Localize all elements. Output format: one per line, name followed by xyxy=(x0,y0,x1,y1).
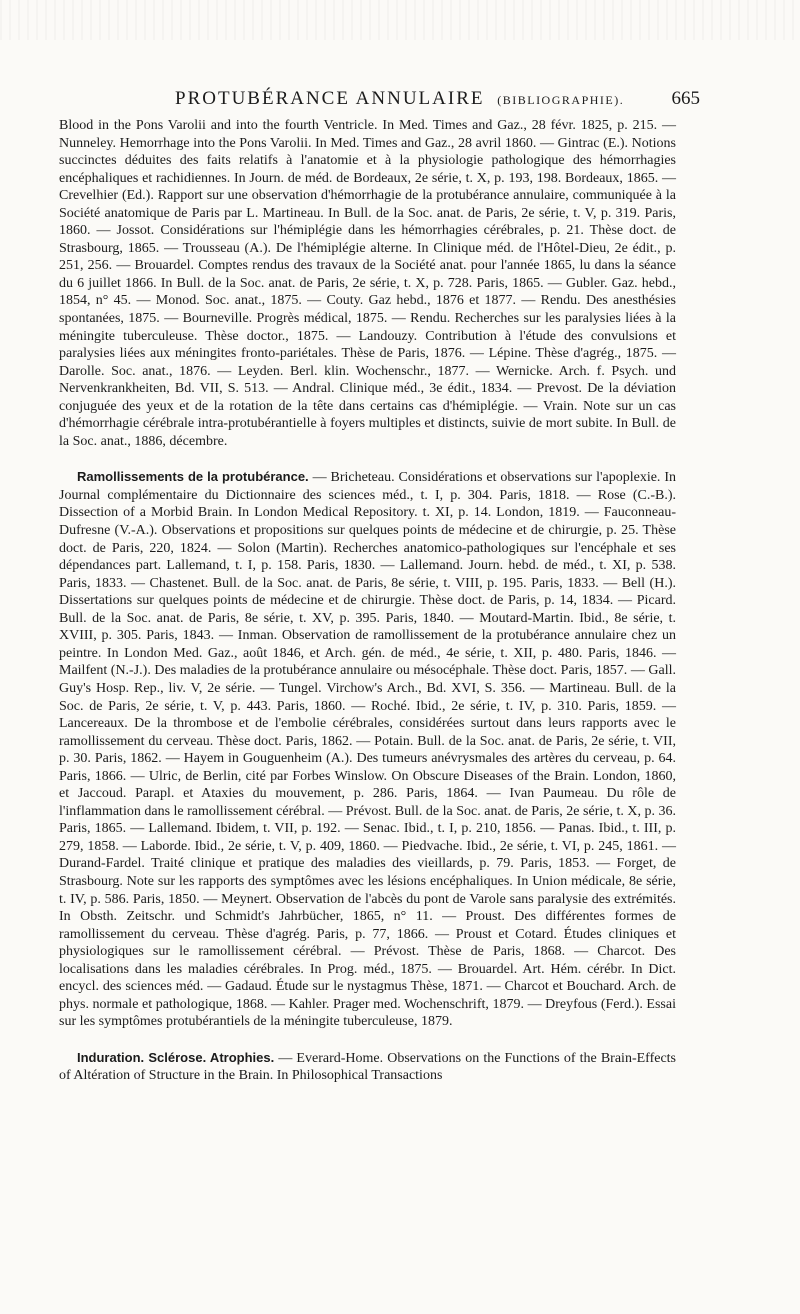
bibliography-paragraph-hemorrhage xyxy=(59,117,676,450)
paragraph-text: Blood in the Pons Varolii and into the fourth Ventricle. In Med. Times and Gaz., 28 févr. 1825, p. 215. — Nunneley. Hemorrhage into the Pons Varolii. In Med. Times and Gaz., 28 avril 1860. — Gintrac (E.). Notions succinctes déduites des faits relatifs à l'anatomie et à la physiologie pathologique des hémorrhagies encéphaliques et rachidiennes. In Journ. de méd. de Bordeaux, 2e série, t. X, p. 193, 198. Bordeaux, 1865. — Crevelhier (Ed.). Rapport sur une observation d'hémorrhagie de la protubérance annulaire, communiquée à la Société anatomique de Paris par L. Martineau. In Bull. de la Soc. anat. de Paris, 2e série, t. V, p. 319. Paris, 1860. — Jossot. Considérations sur l'hémiplégie dans les hémorrhagies cérébrales, p. 21. Thèse doct. de Strasbourg, 1865. — Trousseau (A.). De l'hémiplégie alterne. In Clinique méd. de l'Hôtel-Dieu, 2e édit., p. 251, 256. — Brouardel. Comptes rendus des travaux de la Société anat. pour l'année 1865, lu dans la séance du 6 juillet 1866. In Bull. de la Soc. anat. de Paris, 2e série, t. X, p. 728. Paris, 1865. — Gubler. Gaz. hebd., 1854, n° 45. — Monod. Soc. anat., 1875. — Couty. Gaz hebd., 1876 et 1877. — Rendu. Des anesthésies spontanées, 1875. — Bourneville. Progrès médical, 1875. — Rendu. Recherches sur les paralysies liées à la méningite tuberculeuse. Thèse doctor., 1875. — Landouzy. Contribution à l'étude des convulsions et paralysies liées aux méningites fronto-pariétales. Thèse de Paris, 1876. — Lépine. Thèse d'agrég., 1875. — Darolle. Soc. anat., 1876. — Leyden. Berl. klin. Wochenschr., 1877. — Wernicke. Arch. f. Psych. und Nervenkrankheiten, Bd. VII, S. 513. — Andral. Clinique méd., 3e édit., 1834. — Prevost. De la déviation conjuguée des yeux et de la rotation de la tête dans certains cas d'hémiplégie. — Vrain. Note sur un cas d'hémorrhagie cérébrale intra-protubérantielle à foyers multiples et distincts, suivie de mort subite. In Bull. de la Soc. anat., 1886, décembre. xyxy=(59,118,676,449)
section-heading: Ramollissements de la protubérance. xyxy=(77,469,309,485)
running-title-subtitle: (BIBLIOGRAPHIE). xyxy=(497,93,625,107)
running-title-text: PROTUBÉRANCE ANNULAIRE xyxy=(175,88,485,109)
paragraph-text: — Bricheteau. Considérations et observations sur l'apoplexie. In Journal complémentaire du Dictionnaire des sciences méd., t. I, p. 304. Paris, 1818. — Rose (C.-B.). Dissection of a Morbid Brain. In London Medical Repository. t. XI, p. 14. London, 1819. — Fauconneau-Dufresne (V.-A.). Observations et propositions sur quelques points de médecine et de chirurgie, p. 25. Thèse doct. de Paris, 220, 1824. — Solon (Martin). Recherches anatomico-pathologiques sur l'encéphale et ses dépendances part. Lallemand, t. I, p. 158. Paris, 1830. — Lallemand. Journ. hebd. de méd., t. XI, p. 538. Paris, 1833. — Chastenet. Bull. de la Soc. anat. de Paris, 8e série, t. VIII, p. 195. Paris, 1833. — Bell (H.). Dissertations sur quelques points de médecine et de chirurgie. Thèse doct. de Paris, p. 14, 1834. — Picard. Bull. de la Soc. anat. de Paris, 8e série, t. XV, p. 395. Paris, 1840. — Moutard-Martin. Ibid., 8e série, t. XVIII, p. 305. Paris, 1843. — Inman. Observation de ramollissement de la protubérance annulaire chez un peintre. In London Med. Gaz., août 1846, et Arch. gén. de méd., 4e série, t. XII, p. 480. Paris, 1846. — Mailfent (N.-J.). Des maladies de la protubérance annulaire ou mésocéphale. Thèse doct. Paris, 1857. — Gall. Guy's Hosp. Rep., liv. V, 2e série. — Tungel. Virchow's Arch., Bd. XVI, S. 356. — Martineau. Bull. de la Soc. de Paris, 2e série, t. V, p. 443. Paris, 1860. — Roché. Ibid., 2e série, t. IV, p. 310. Paris, 1859. — Lancereaux. De la thrombose et de l'embolie cérébrales, considérées surtout dans leurs rapports avec le ramollissement du cerveau. Thèse doct. Paris, 1862. — Potain. Bull. de la Soc. anat. de Paris, 2e série, t. VII, p. 30. Paris, 1862. — Hayem in Gouguenheim (A.). Des tumeurs anévrysmales des artères du cerveau, p. 64. Paris, 1866. — Ulric, de Berlin, cité par Forbes Winslow. On Obscure Diseases of the Brain. London, 1860, et Jaccoud. Parapl. et Ataxies du mouvement, p. 286. Paris, 1864. — Ivan Paumeau. Du rôle de l'inflammation dans le ramollissement cérébral. — Prévost. Bull. de la Soc. anat. de Paris, 2e série, t. X, p. 36. Paris, 1865. — Lallemand. Ibidem, t. VII, p. 192. — Senac. Ibid., t. I, p. 210, 1856. — Panas. Ibid., t. III, p. 279, 1858. — Laborde. Ibid., 2e série, t. V, p. 409, 1860. — Piedvache. Ibid., 2e série, t. VI, p. 245, 1861. — Durand-Fardel. Traité clinique et pratique des maladies des vieillards, p. 79. Paris, 1853. — Forget, de Strasbourg. Note sur les rapports des symptômes avec les lésions encéphaliques. In Union médicale, 8e série, t. IV, p. 586. Paris, 1850. — Meynert. Observation de l'abcès du pont de Varole sans paralysie des extrémités. In Obsth. Zeitschr. und Schmidt's Jahrbücher, 1865, n° 11. — Proust. Des différentes formes de ramollissement du cerveau. Thèse d'agrég. Paris, p. 77, 1866. — Proust et Cotard. Études cliniques et physiologiques sur le ramollissement cérébral. — Prévost. Thèse de Paris, 1868. — Charcot. Des localisations dans les maladies cérébrales. In Prog. méd., 1875. — Brouardel. Art. Hém. cérébr. In Dict. encycl. des sciences méd. — Gadaud. Étude sur le nystagmus Thèse, 1871. — Charcot et Bouchard. Arch. de phys. normale et pathologique, 1868. — Kahler. Prager med. Wochenschrift, 1879. — Dreyfous (Ferd.). Essai sur les symptômes protubérantiels de la méningite tuberculeuse, 1879. xyxy=(59,470,676,1030)
bibliography-body xyxy=(59,117,676,1103)
page-number: 665 xyxy=(671,88,700,109)
scan-edge-artifact xyxy=(0,0,800,40)
section-heading: Induration. Sclérose. Atrophies. xyxy=(77,1049,275,1065)
running-title xyxy=(175,88,624,110)
bibliography-paragraph-induration xyxy=(59,1049,676,1085)
running-header xyxy=(55,88,700,118)
paragraph-text: — Everard-Home. Observations on the Functions of the Brain-Effects of Altération of Structure in the Brain. In Philosophical Transactions xyxy=(59,1050,676,1084)
bibliography-paragraph-ramollissements xyxy=(59,468,676,1031)
